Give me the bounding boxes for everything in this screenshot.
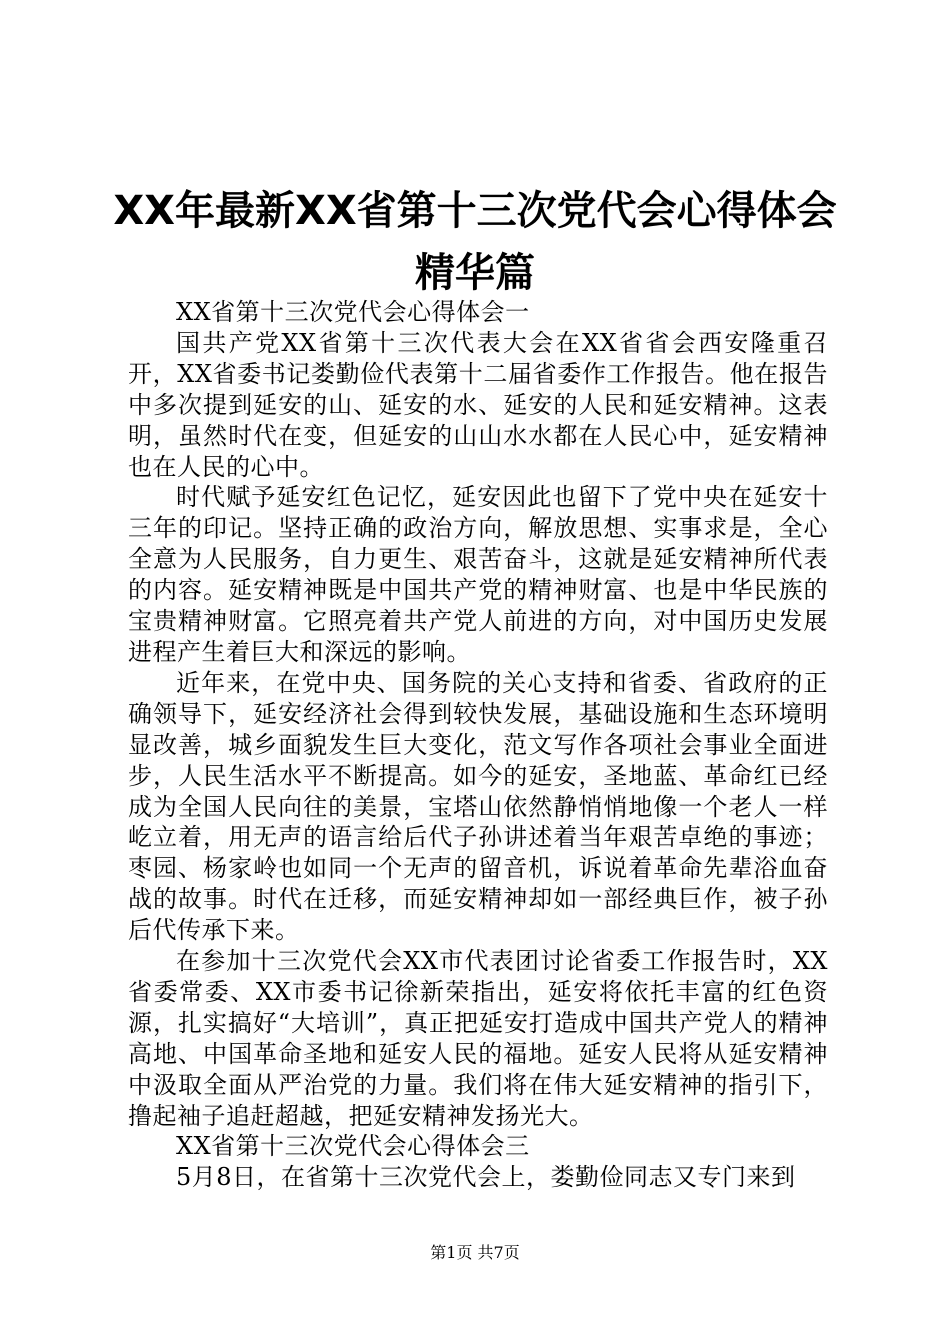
paragraph-5: 5月8日，在省第十三次党代会上，娄勤俭同志又专门来到 [176, 1163, 796, 1192]
paragraph-4: 在参加十三次党代会XX市代表团讨论省委工作报告时，XX省委常委、XX市委书记徐新荣指出，延安将依托丰富的红色资源，扎实搞好“大培训”，真正把延安打造成中国共产党人的精神高地、中国革命圣地和延安人民的福地。延安人民将从延安精神中汲取全面从严治党的力量。我们将在伟大延安精神的指引下，撸起袖子追赶超越，把延安精神发扬光大。 [128, 947, 828, 1130]
paragraph-2: 时代赋予延安红色记忆，延安因此也留下了党中央在延安十三年的印记。坚持正确的政治方向，解放思想、实事求是，全心全意为人民服务，自力更生、艰苦奋斗，这就是延安精神所代表的内容。延安精神既是中国共产党的精神财富、也是中华民族的宝贵精神财富。它照亮着共产党人前进的方向，对中国历史发展进程产生着巨大和深远的影响。 [128, 483, 828, 666]
paragraph-1: 国共产党XX省第十三次代表大会在XX省省会西安隆重召开，XX省委书记娄勤俭代表第十二届省委作工作报告。他在报告中多次提到延安的山、延安的水、延安的人民和延安精神。这表明，虽然时代在变，但延安的山山水水都在人民心中，延安精神也在人民的心中。 [128, 328, 828, 481]
document-body [128, 297, 828, 1193]
paragraph-3: 近年来，在党中央、国务院的关心支持和省委、省政府的正确领导下，延安经济社会得到较快发展，基础设施和生态环境明显改善，城乡面貌发生巨大变化，范文写作各项社会事业全面进步，人民生活水平不断提高。如今的延安，圣地蓝、革命红已经成为全国人民向往的美景，宝塔山依然静悄悄地像一个老人一样屹立着，用无声的语言给后代子孙讲述着当年艰苦卓绝的事迹；枣园、杨家岭也如同一个无声的留音机，诉说着革命先辈浴血奋战的故事。时代在迁移，而延安精神却如一部经典巨作，被子孙后代传承下来。 [128, 668, 828, 945]
document-title: XX年最新XX省第十三次党代会心得体会精华篇 [113, 188, 837, 296]
section-heading-1: XX省第十三次党代会心得体会一 [176, 298, 530, 326]
page-footer: 第1页 共7页 [430, 1243, 520, 1262]
section-heading-3: XX省第十三次党代会心得体会三 [176, 1132, 530, 1161]
